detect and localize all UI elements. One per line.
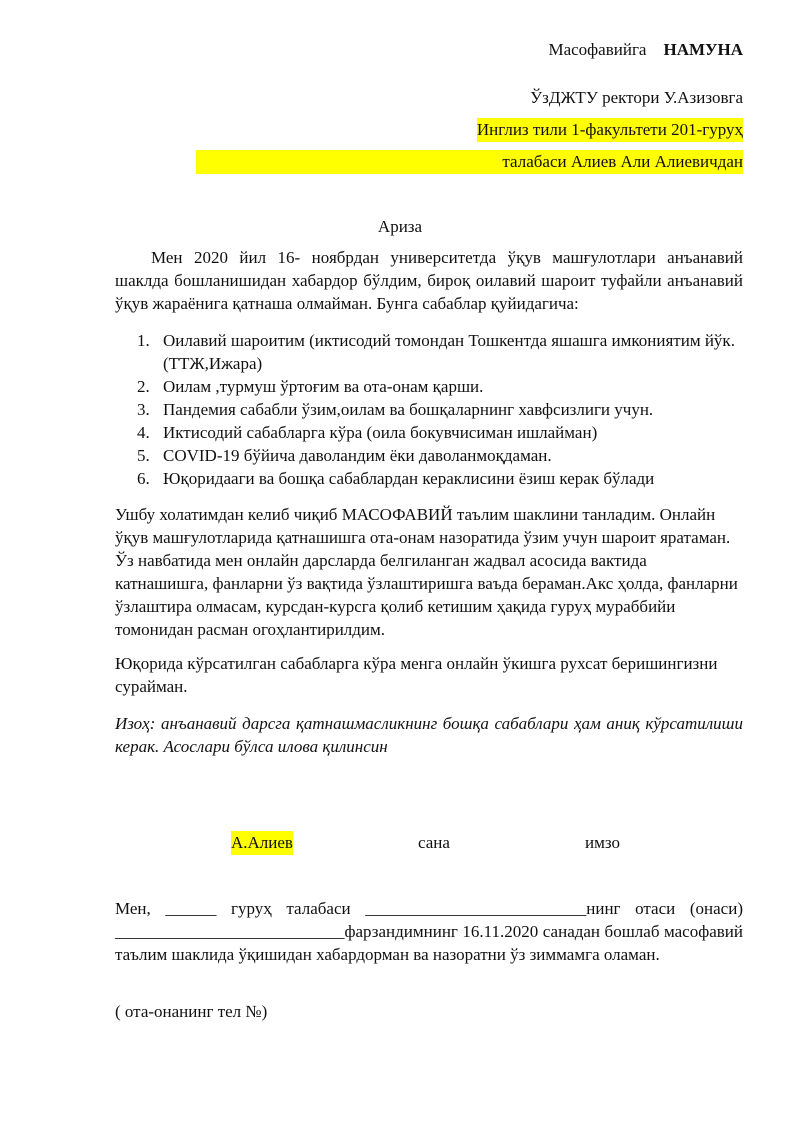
reason-item <box>115 467 743 490</box>
reasons-list <box>115 329 743 490</box>
student-name: талабаси Алиев Али Алиевичдан <box>502 152 743 171</box>
document-title: Ариза <box>377 217 423 236</box>
reason-number: 1. <box>137 331 150 350</box>
sample-header <box>548 38 743 62</box>
reason-text: Пандемия сабабли ўзим,оилам ва бошқаларнинг хавфсизлиги учун. <box>163 400 654 419</box>
reason-number: 3. <box>137 400 150 419</box>
reason-number: 2. <box>137 377 150 396</box>
date-label: сана <box>418 833 450 852</box>
sign-label: имзо <box>585 833 620 852</box>
reason-text: COVID-19 бўйича даволандим ёки даволанмоқдаман. <box>163 446 552 465</box>
signature-name: А.Алиев <box>231 831 293 855</box>
reason-item <box>115 444 743 467</box>
reason-number: 6. <box>137 469 150 488</box>
sample-word: НАМУНА <box>663 40 743 59</box>
reason-number: 5. <box>137 446 150 465</box>
sample-prefix: Масофавийга <box>548 40 647 59</box>
request-paragraph: Юқорида кўрсатилган сабабларга кўра менга онлайн ўкишга рухсат беришингизни сурайман. <box>115 654 718 696</box>
note-paragraph: Изоҳ: анъанавий дарсга қатнашмасликнинг бошқа сабаблари ҳам аниқ кўрсатилиши керак. Асослари бўлса илова қилинсин <box>115 714 743 756</box>
reason-item <box>115 329 743 375</box>
reason-number: 4. <box>137 423 150 442</box>
addressee: ЎзДЖТУ ректори У.Азизовга <box>530 88 743 107</box>
reason-text: Иктисодий сабабларга кўра (оила бокувчисиман ишлайман) <box>163 423 598 442</box>
student-name-line <box>196 150 743 174</box>
parent-statement: Мен, ______ гуруҳ талабаси __________________________нинг отаси (онаси) ___________________________фарзандимнинг 16.11.2020 санадан бошлаб масофавий таълим шаклида ўқишидан хабардорман ва назоратни ўз зиммамга оламан. <box>115 899 743 964</box>
reason-item <box>115 398 743 421</box>
choice-paragraph: Ушбу холатимдан келиб чиқиб МАСОФАВИЙ таълим шаклини танладим. Онлайн ўқув машғулотларида қатнашишга ота-онам назоратида ўзим учун шароит яратаман. Ўз навбатида мен онлайн дарсларда белгиланган жадвал асосида вактида катнашишга, фанларни ўз вақтида ўзлаштиришга ваъда бераман.Акс ҳолда, фанларни ўзлаштира олмасам, курсдан-курсга қолиб кетишим ҳақида гуруҳ мураббийи томонидан расман огоҳлантирилдим. <box>115 505 738 639</box>
reason-text: Оилавий шароитим (иктисодий томондан Тошкентда яшашга имкониятим йўк. (ТТЖ,Ижара) <box>163 331 735 373</box>
reason-text: Оилам ,турмуш ўртоғим ва ота-онам қарши. <box>163 377 484 396</box>
intro-paragraph: Мен 2020 йил 16- ноябрдан университетда ўқув машғулотлари анъанавий шаклда бошланишидан хабардор бўлдим, бироқ оилавий шароит туфайли анъанавий ўқув жараёнига қатнаша олмайман. Бунга сабаблар қуйидагича: <box>115 248 743 313</box>
student-group: Инглиз тили 1-факультети 201-гуруҳ <box>477 118 743 142</box>
reason-text: Юқоридааги ва бошқа сабаблардан кераклисини ёзиш керак бўлади <box>163 469 655 488</box>
parent-phone: ( ота-онанинг тел №) <box>115 1002 268 1021</box>
reason-item <box>115 421 743 444</box>
reason-item <box>115 375 743 398</box>
